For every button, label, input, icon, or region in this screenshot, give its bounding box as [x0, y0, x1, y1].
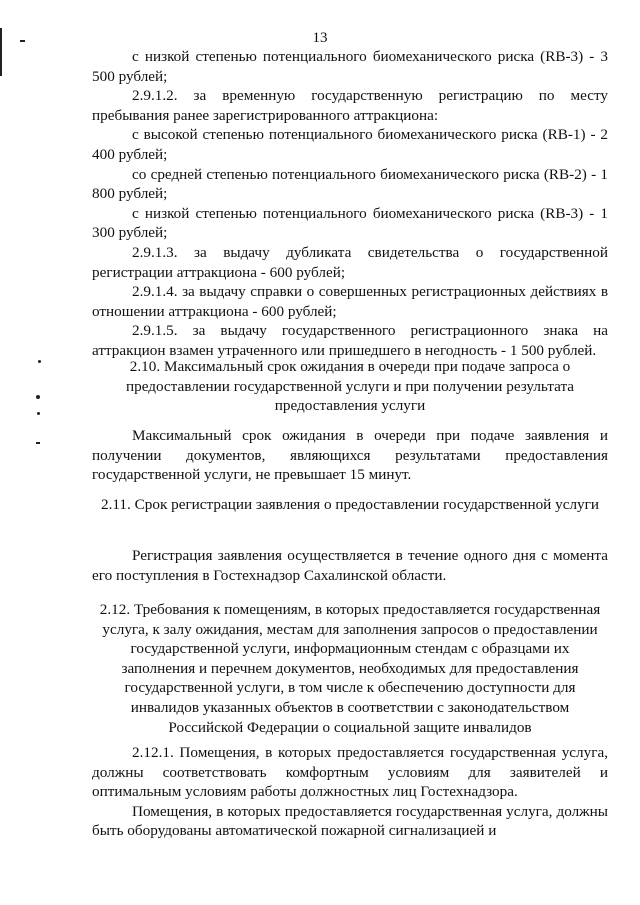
- paragraph: 2.9.1.4. за выдачу справки о совершенных регистрационных действиях в отношении аттракциона - 600 рублей;: [92, 283, 608, 320]
- paragraph: со средней степенью потенциального биомеханического риска (RB-2) - 1 800 рублей;: [92, 165, 608, 203]
- section-2-10-text: [92, 426, 608, 485]
- section-2-12-text: [92, 743, 608, 841]
- paragraph: Помещения, в которых предоставляется государственная услуга, должны быть оборудованы автоматической пожарной сигнализацией и: [92, 802, 608, 840]
- section-heading-2-11: 2.11. Срок регистрации заявления о предоставлении государственной услуги: [101, 496, 599, 513]
- paragraph: 2.9.1.2. за временную государственную регистрацию по месту пребывания ранее зарегистрированного аттракциона:: [92, 87, 608, 124]
- paragraph: с высокой степенью потенциального биомеханического риска (RB-1) - 2 400 рублей;: [92, 126, 608, 163]
- paragraph: 2.9.1.3. за выдачу дубликата свидетельства о государственной регистрации аттракциона - 600 рублей;: [92, 243, 608, 281]
- paragraph: с низкой степенью потенциального биомеханического риска (RB-3) - 1 300 рублей;: [92, 204, 608, 242]
- paragraph: Максимальный срок ожидания в очереди при подаче заявления и получении документов, являющихся результатами предоставления государственной услуги, не превышает 15 минут.: [92, 427, 608, 484]
- page-number: 13: [312, 30, 328, 46]
- scan-speck: [36, 395, 40, 399]
- fee-list-block: [92, 47, 608, 361]
- section-heading-2-12: 2.12. Требования к помещениям, в которых предоставляется государственная услуга, к залу ожидания, местам для заполнения запросов о предоставлении государственной услуги, информационным стендам с образцами их заполнения и перечнем документов, необходимых для предоставления государственной услуги, в том числе к обеспечению доступности для инвалидов указанных объектов в соответствии с законодательством Российской Федерации о социальной защите инвалидов: [99, 601, 601, 736]
- paragraph: 2.9.1.5. за выдачу государственного регистрационного знака на аттракцион взамен утраченного или пришедшего в негодность - 1 500 рублей.: [92, 322, 608, 359]
- paragraph: с низкой степенью потенциального биомеханического риска (RB-3) - 3 500 рублей;: [92, 48, 608, 85]
- paragraph: 2.12.1. Помещения, в которых предоставляется государственная услуга, должны соответствовать комфортным условиям для заявителей и оптимальным условиям работы должностных лиц Гостехнадзора.: [92, 744, 608, 801]
- section-2-11-text: [92, 546, 608, 585]
- scan-speck: [37, 412, 40, 415]
- section-heading-2-10: 2.10. Максимальный срок ожидания в очереди при подаче запроса о предоставлении государственной услуги и при получении результата предоставления услуги: [125, 358, 575, 415]
- paragraph: Регистрация заявления осуществляется в течение одного дня с момента его поступления в Гостехнадзор Сахалинской области.: [92, 547, 608, 584]
- scan-speck: [36, 442, 40, 444]
- scan-speck: [38, 360, 41, 363]
